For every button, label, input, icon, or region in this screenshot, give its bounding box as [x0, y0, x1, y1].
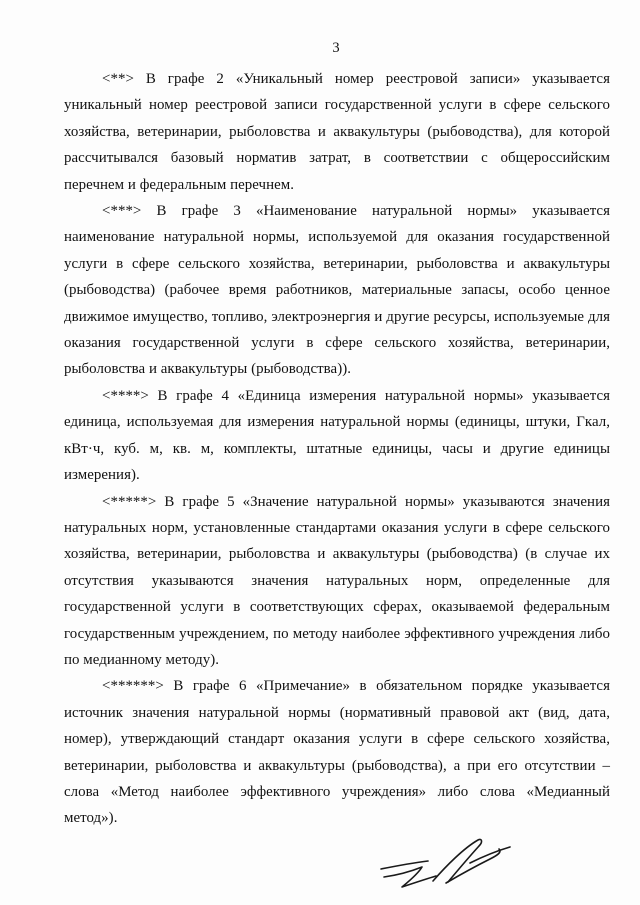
- paragraph-footnote-5: <*****> В графе 5 «Значение натуральной нормы» указываются значения натуральных норм, установленные стандартами оказания услуги в сфере сельского хозяйства, ветеринарии, рыболовства и аквакультуры (рыбоводства) (в случае их отсутствия указываются значения натуральных норм, определенные для государственной услуги в соответствующих сферах, оказываемой федеральным государственным учреждением, по методу наиболее эффективного учреждения либо по медианному методу).: [64, 493, 610, 668]
- paragraph-footnote-6: <******> В графе 6 «Примечание» в обязательном порядке указывается источник значения натуральной нормы (нормативный правовой акт (вид, дата, номер), утверждающий стандарт оказания услуги в сфере сельского хозяйства, ветеринарии, рыболовства и аквакультуры (рыбоводства), а при его отсутствии – слова «Метод наиболее эффективного учреждения» либо слова «Медианный метод»).: [64, 678, 610, 827]
- paragraph-footnote-4: <****> В графе 4 «Единица измерения натуральной нормы» указывается единица, используемая для измерения натуральной нормы (единицы, штуки, Гкал, кВт·ч, куб. м, кв. м, комплекты, штатные единицы, часы и другие единицы измерения).: [64, 387, 610, 484]
- handwritten-signature: [378, 836, 518, 892]
- paragraph-footnote-3: <***> В графе 3 «Наименование натуральной нормы» указывается наименование натуральной нормы, используемой для оказания государственной услуги в сфере сельского хозяйства, ветеринарии, рыболовства и аквакультуры (рыбоводства) (рабочее время работников, материальные запасы, особо ценное движимое имущество, топливо, электроэнергия и другие ресурсы, используемые для оказания государственной услуги в сфере сельского хозяйства, ветеринарии, рыболовства и аквакультуры (рыбоводства)).: [64, 203, 610, 378]
- paragraph-footnote-2: <**> В графе 2 «Уникальный номер реестровой записи» указывается уникальный номер реестровой записи государственной услуги в сфере сельского хозяйства, ветеринарии, рыболовства и аквакультуры (рыбоводства), для которой рассчитывался базовый норматив затрат, в соответствии с общероссийским перечнем и федеральным перечнем.: [64, 71, 610, 193]
- page-number: 3: [332, 40, 340, 56]
- document-body: [64, 66, 610, 832]
